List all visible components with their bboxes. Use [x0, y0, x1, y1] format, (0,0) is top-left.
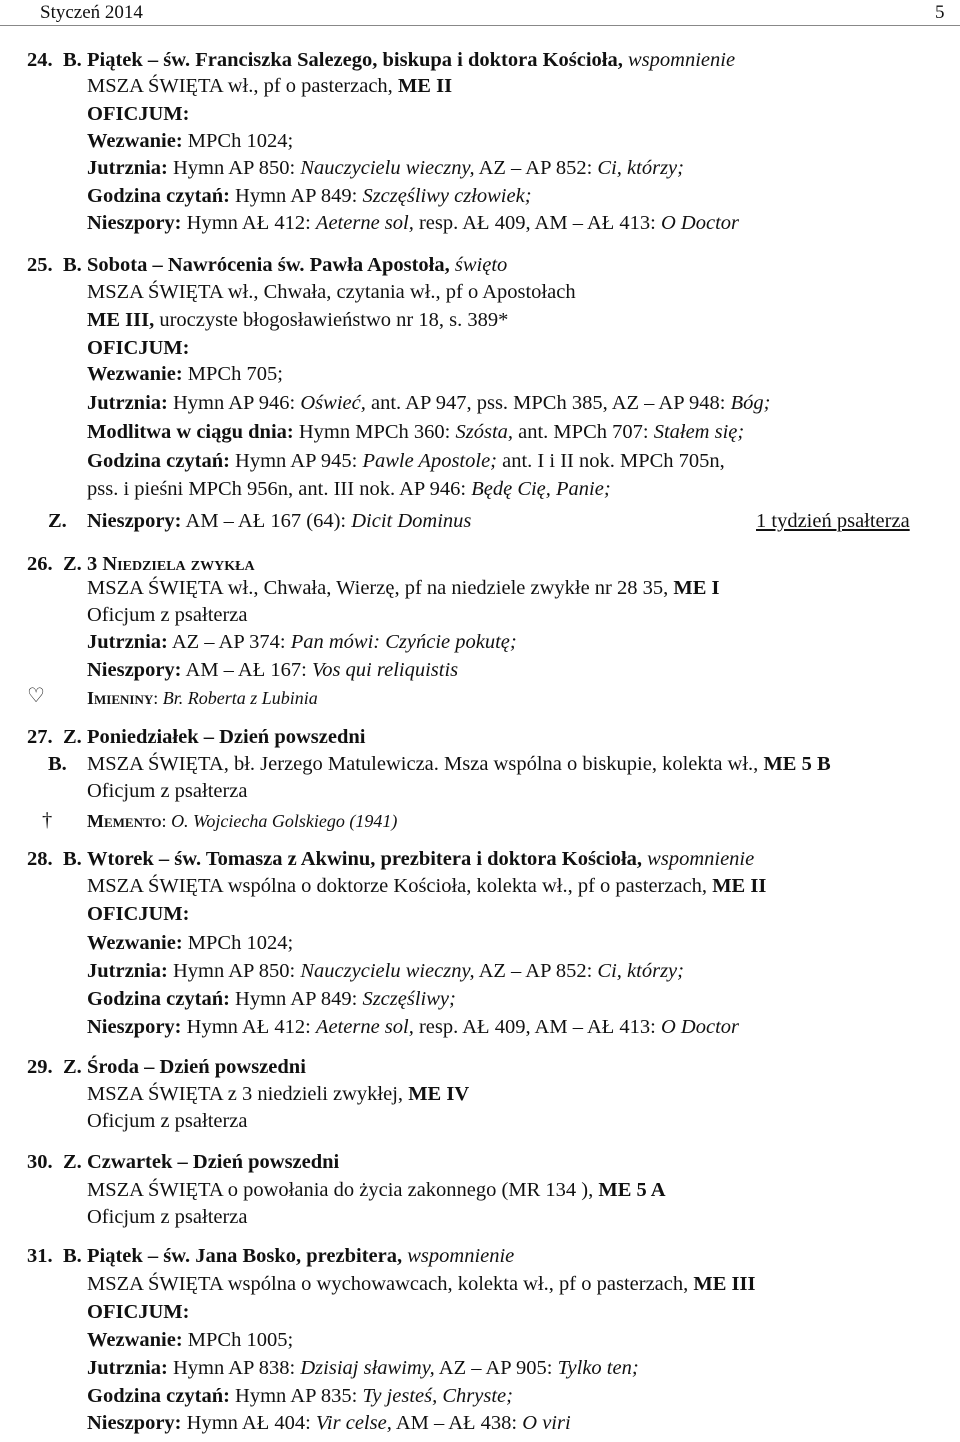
day-number: 24.	[27, 49, 53, 71]
name-day-line: Imieniny: Br. Roberta z Lubinia	[87, 688, 318, 708]
readings-line: Godzina czytań: Hymn AP 849: Szczęśliwy;	[87, 988, 456, 1010]
invitatory-line: Wezwanie: MPCh 1024;	[87, 130, 294, 152]
day-number: 31.	[27, 1245, 53, 1267]
header-rule	[0, 25, 960, 26]
header-month: Styczeń 2014	[40, 2, 143, 23]
mass-line: MSZA ŚWIĘTA wł., pf o pasterzach, ME II	[87, 75, 453, 97]
page-number: 5	[935, 2, 945, 23]
mass-line-2: ME III, uroczyste błogosławieństwo nr 18, s. 389*	[87, 309, 509, 331]
invitatory-line: Wezwanie: MPCh 705;	[87, 363, 283, 385]
mass-line: MSZA ŚWIĘTA o powołania do życia zakonnego (MR 134 ), ME 5 A	[87, 1179, 666, 1201]
dagger-icon: †	[42, 809, 53, 831]
day-number: 28.	[27, 848, 53, 870]
office-heading: OFICJUM:	[87, 103, 190, 125]
liturgical-color: Z.	[63, 553, 82, 575]
office-line: Oficjum z psałterza	[87, 1206, 248, 1228]
invitatory-line: Wezwanie: MPCh 1024;	[87, 932, 294, 954]
liturgical-color: Z.	[63, 1056, 82, 1078]
day-number: 29.	[27, 1056, 53, 1078]
day-title: Poniedziałek – Dzień powszedni	[87, 726, 366, 748]
memento-line: Memento: O. Wojciecha Golskiego (1941)	[87, 811, 398, 831]
liturgical-color: Z.	[48, 510, 67, 532]
office-heading: OFICJUM:	[87, 337, 190, 359]
office-line: Oficjum z psałterza	[87, 780, 248, 802]
day-title: Czwartek – Dzień powszedni	[87, 1151, 340, 1173]
day-title: 3 Niedziela zwykła	[87, 553, 255, 575]
day-number: 25.	[27, 254, 53, 276]
lauds-line: Jutrznia: AZ – AP 374: Pan mówi: Czyńcie pokutę;	[87, 631, 517, 653]
office-line: Oficjum z psałterza	[87, 1110, 248, 1132]
vespers-line: Nieszpory: AM – AŁ 167: Vos qui reliquistis	[87, 659, 459, 681]
mass-line: MSZA ŚWIĘTA z 3 niedzieli zwykłej, ME IV	[87, 1083, 470, 1105]
heart-icon: ♡	[27, 685, 45, 707]
mass-line: MSZA ŚWIĘTA wł., Chwała, czytania wł., pf o Apostołach	[87, 281, 576, 303]
day-number: 27.	[27, 726, 53, 748]
mass-line: MSZA ŚWIĘTA wł., Chwała, Wierzę, pf na niedziele zwykłe nr 28 35, ME I	[87, 577, 720, 599]
mass-line: MSZA ŚWIĘTA wspólna o wychowawcach, kolekta wł., pf o pasterzach, ME III	[87, 1273, 756, 1295]
readings-line-2: pss. i pieśni MPCh 956n, ant. III nok. AP 946: Będę Cię, Panie;	[87, 478, 611, 500]
liturgical-color: B.	[63, 49, 82, 71]
day-title: Środa – Dzień powszedni	[87, 1056, 306, 1078]
day-title: Piątek – św. Franciszka Salezego, biskupa i doktora Kościoła, wspomnienie	[87, 49, 736, 71]
readings-line: Godzina czytań: Hymn AP 835: Ty jesteś, Chryste;	[87, 1385, 513, 1407]
day-title: Wtorek – św. Tomasza z Akwinu, prezbitera i doktora Kościoła, wspomnienie	[87, 848, 755, 870]
psalter-week: 1 tydzień psałterza	[756, 510, 910, 532]
readings-line: Godzina czytań: Hymn AP 945: Pawle Apostole; ant. I i II nok. MPCh 705n,	[87, 450, 725, 472]
vespers-line: Nieszpory: AM – AŁ 167 (64): Dicit Dominus	[87, 510, 472, 532]
day-number: 30.	[27, 1151, 53, 1173]
mass-line: MSZA ŚWIĘTA, bł. Jerzego Matulewicza. Msza wspólna o biskupie, kolekta wł., ME 5 B	[87, 753, 831, 775]
lauds-line: Jutrznia: Hymn AP 838: Dzisiaj sławimy, AZ – AP 905: Tylko ten;	[87, 1357, 639, 1379]
invitatory-line: Wezwanie: MPCh 1005;	[87, 1329, 294, 1351]
office-heading: OFICJUM:	[87, 903, 190, 925]
liturgical-color: B.	[63, 254, 82, 276]
liturgical-color: B.	[63, 1245, 82, 1267]
liturgical-color: B.	[48, 753, 67, 775]
midday-prayer-line: Modlitwa w ciągu dnia: Hymn MPCh 360: Szósta, ant. MPCh 707: Stałem się;	[87, 421, 745, 443]
vespers-line: Nieszpory: Hymn AŁ 412: Aeterne sol, resp. AŁ 409, AM – AŁ 413: O Doctor	[87, 1016, 740, 1038]
mass-line: MSZA ŚWIĘTA wspólna o doktorze Kościoła, kolekta wł., pf o pasterzach, ME II	[87, 875, 767, 897]
day-number: 26.	[27, 553, 53, 575]
readings-line: Godzina czytań: Hymn AP 849: Szczęśliwy człowiek;	[87, 185, 532, 207]
liturgical-color: Z.	[63, 1151, 82, 1173]
vespers-line: Nieszpory: Hymn AŁ 412: Aeterne sol, resp. AŁ 409, AM – AŁ 413: O Doctor	[87, 212, 740, 234]
liturgical-color: Z.	[63, 726, 82, 748]
day-title: Sobota – Nawrócenia św. Pawła Apostoła, święto	[87, 254, 508, 276]
lauds-line: Jutrznia: Hymn AP 850: Nauczycielu wieczny, AZ – AP 852: Ci, którzy;	[87, 960, 684, 982]
day-title: Piątek – św. Jana Bosko, prezbitera, wspomnienie	[87, 1245, 515, 1267]
lauds-line: Jutrznia: Hymn AP 850: Nauczycielu wieczny, AZ – AP 852: Ci, którzy;	[87, 157, 684, 179]
liturgical-color: B.	[63, 848, 82, 870]
office-heading: OFICJUM:	[87, 1301, 190, 1323]
office-line: Oficjum z psałterza	[87, 604, 248, 626]
lauds-line: Jutrznia: Hymn AP 946: Oświeć, ant. AP 947, pss. MPCh 385, AZ – AP 948: Bóg;	[87, 392, 771, 414]
vespers-line: Nieszpory: Hymn AŁ 404: Vir celse, AM – AŁ 438: O viri	[87, 1412, 571, 1434]
